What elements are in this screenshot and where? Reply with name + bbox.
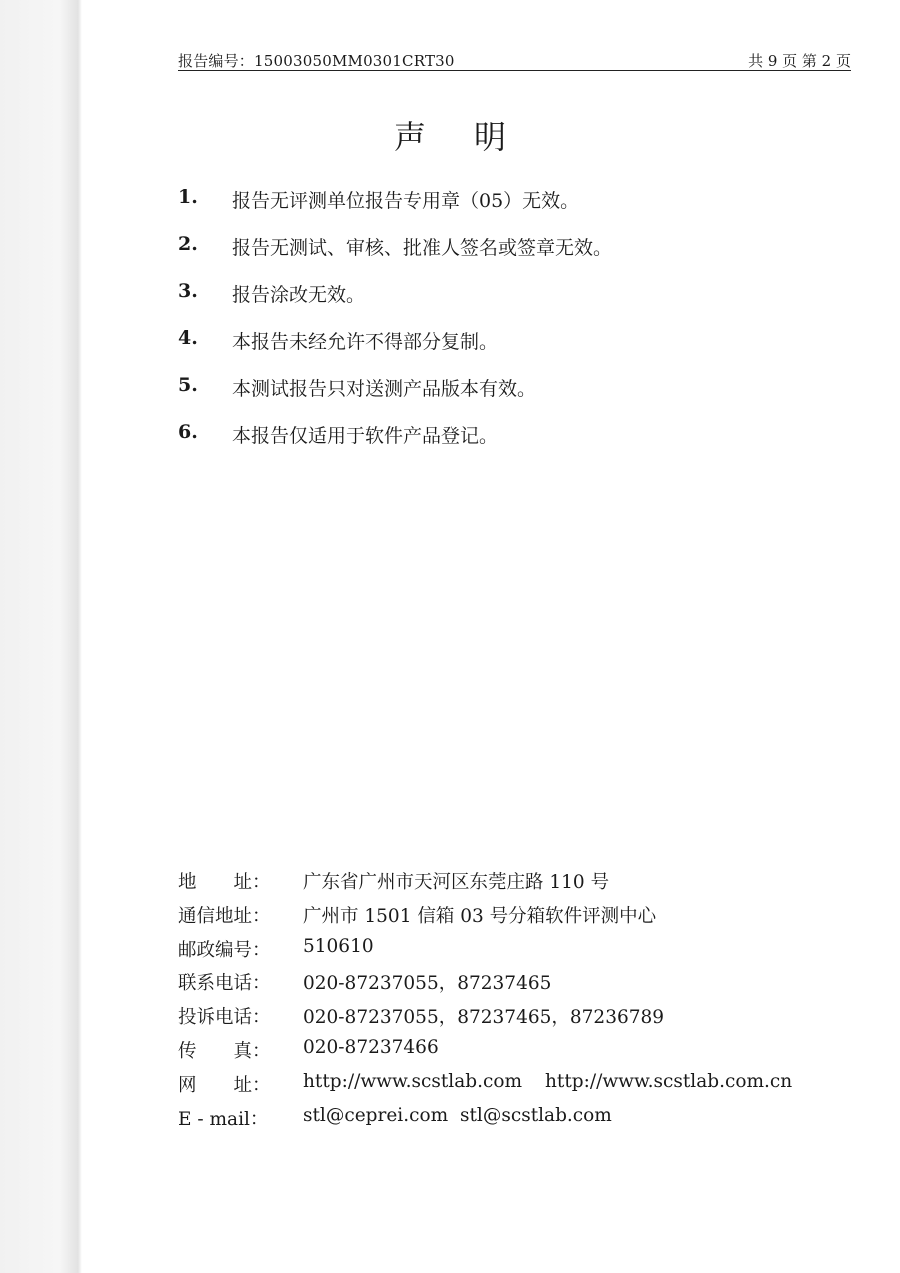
item-number: 3.: [178, 280, 198, 302]
scan-edge: [0, 0, 82, 1273]
item-text: 本报告未经允许不得部分复制。: [232, 331, 499, 353]
phone-row: [178, 969, 858, 1003]
phone-value: 020-87237055，87237465: [303, 973, 552, 995]
item-number: 4.: [178, 327, 198, 349]
website-link-1: http://www.scstlab.com: [303, 1070, 523, 1092]
email-value-1: stl@ceprei.com: [303, 1104, 449, 1126]
address-row: [178, 868, 858, 902]
item-number: 2.: [178, 233, 198, 255]
list-item: [178, 327, 798, 374]
list-item: [178, 233, 798, 280]
list-item: [178, 421, 798, 468]
website-row: [178, 1071, 858, 1105]
contact-info: [178, 868, 858, 1138]
list-item: [178, 186, 798, 233]
item-number: 1.: [178, 186, 198, 208]
phone-label: 联系电话：: [178, 973, 271, 995]
mail-address-label: 通信地址：: [178, 905, 271, 927]
complaint-value: 020-87237055，87237465，87236789: [303, 1007, 665, 1029]
item-text: 本报告仅适用于软件产品登记。: [232, 425, 499, 447]
item-number: 6.: [178, 421, 198, 443]
report-number: 报告编号：15003050MM0301CRT30: [178, 52, 455, 70]
website-link-2: http://www.scstlab.com.cn: [545, 1070, 793, 1092]
item-text: 本测试报告只对送测产品版本有效。: [232, 378, 537, 400]
email-label: E - mail：: [178, 1108, 269, 1130]
complaint-label: 投诉电话：: [178, 1007, 271, 1029]
fax-value: 020-87237466: [303, 1036, 439, 1058]
postcode-label: 邮政编号：: [178, 939, 271, 961]
email-value-2: stl@scstlab.com: [460, 1104, 612, 1126]
page-title: 声明: [393, 118, 554, 156]
postcode-value: 510610: [303, 935, 374, 957]
item-number: 5.: [178, 374, 198, 396]
page-header: [178, 48, 851, 71]
address-value: 广东省广州市天河区东莞庄路 110 号: [303, 872, 610, 893]
mail-address-row: [178, 902, 858, 936]
page-info: 共 9 页 第 2 页: [748, 52, 851, 70]
item-text: 报告涂改无效。: [232, 284, 366, 306]
statement-list: [178, 186, 798, 468]
website-label: 网 址：: [178, 1074, 271, 1096]
list-item: [178, 374, 798, 421]
list-item: [178, 280, 798, 327]
item-text: 报告无评测单位报告专用章（05）无效。: [232, 190, 580, 212]
fax-label: 传 真：: [178, 1040, 271, 1062]
complaint-row: [178, 1003, 858, 1037]
mail-address-value: 广州市 1501 信箱 03 号分箱软件评测中心: [303, 905, 657, 927]
postcode-row: [178, 936, 858, 970]
address-label: 地 址：: [178, 872, 271, 893]
fax-row: [178, 1037, 858, 1071]
item-text: 报告无测试、审核、批准人签名或签章无效。: [232, 237, 613, 259]
email-row: [178, 1105, 858, 1139]
